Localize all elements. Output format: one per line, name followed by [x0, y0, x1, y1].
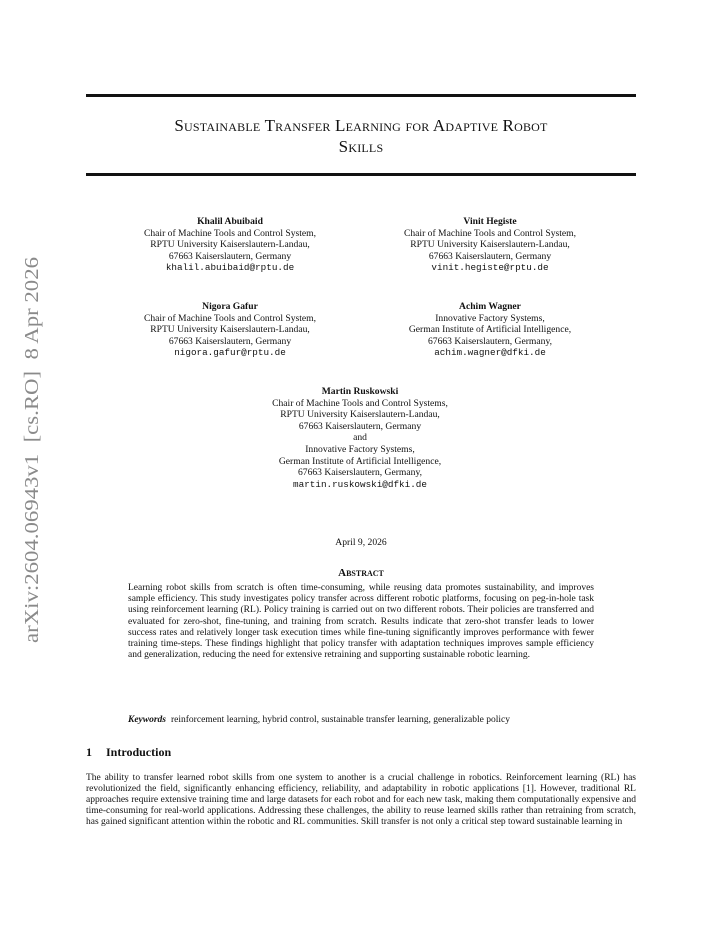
- keywords-label: Keywords: [128, 715, 166, 725]
- author-email[interactable]: khalil.abuibaid@rptu.de: [165, 262, 295, 274]
- author-affiliation: 67663 Kaiserslautern, Germany,: [297, 467, 423, 479]
- abstract-heading: Abstract: [338, 567, 384, 579]
- abstract-text: Learning robot skills from scratch is often time-consuming, while reusing data promotes sustainability, and improves sample efficiency. This study investigates policy transfer across different robotic platforms, focusing on peg-in-hole task using reinforcement learning (RL). Policy training is carried out on two different robots. Their policies are transferred and evaluated for zero-shot, fine-tuning, and training from scratch. Results indicate that zero-shot transfer leads to lower success rates and relatively longer task execution times while fine-tuning significantly improves performance with fewer training time-steps. These findings highlight that policy transfer with adaptation techniques improves sample efficiency and generalization, reducing the need for extensive retraining and supporting sustainable robotic learning.: [128, 583, 594, 661]
- introduction-paragraph: The ability to transfer learned robot skills from one system to another is a crucial challenge in robotics. Reinforcement learning (RL) has revolutionized the field, significantly enhancing efficiency, reliability, and adaptability in robotic applications [1]. However, traditional RL approaches require extensive training time and large datasets for each robot and for each new task, making them computationally expensive and time-consuming for real-world applications. Addressing these challenges, the ability to reuse learned skills rather than retraining from scratch, has gained significant attention within the robotic and RL communities. Skill transfer is not only a critical step toward sustainable learning in: [86, 773, 636, 827]
- author-email[interactable]: nigora.gafur@rptu.de: [174, 347, 286, 359]
- paper-date: April 9, 2026: [335, 537, 387, 548]
- author-name: Khalil Abuibaid: [197, 216, 263, 227]
- section-number: 1: [86, 745, 92, 759]
- section-heading: [86, 745, 636, 760]
- author-affiliation: RPTU University Kaiserslautern-Landau,: [410, 239, 570, 251]
- title-rule-bottom: [86, 173, 636, 176]
- arxiv-identifier-text: arXiv:2604.06943v1 [cs.RO] 8 Apr 2026: [21, 295, 43, 643]
- title-line-1: Sustainable Transfer Learning for Adaptive Robot: [174, 116, 548, 135]
- author-email[interactable]: achim.wagner@dfki.de: [434, 347, 546, 359]
- author-affiliation: RPTU University Kaiserslautern-Landau,: [150, 324, 310, 336]
- author-email[interactable]: martin.ruskowski@dfki.de: [293, 478, 427, 490]
- author-block: [110, 216, 350, 274]
- keywords-list: reinforcement learning, hybrid control, sustainable transfer learning, generalizable policy: [171, 715, 510, 725]
- author-email[interactable]: vinit.hegiste@rptu.de: [431, 262, 549, 274]
- author-affiliation: 67663 Kaiserslautern, Germany,: [427, 335, 553, 347]
- author-affiliation: German Institute of Artificial Intelligence,: [408, 324, 572, 336]
- author-name: Martin Ruskowski: [321, 386, 399, 397]
- author-block: [110, 301, 350, 359]
- author-affiliation: Chair of Machine Tools and Control Systems,: [272, 397, 448, 409]
- author-affiliation: 67663 Kaiserslautern, Germany: [428, 250, 552, 262]
- author-affiliation: 67663 Kaiserslautern, Germany: [298, 420, 422, 432]
- author-affiliation: German Institute of Artificial Intelligence,: [278, 455, 442, 467]
- author-block: [370, 301, 610, 359]
- author-block: [230, 386, 490, 490]
- author-affiliation: RPTU University Kaiserslautern-Landau,: [280, 409, 440, 421]
- author-affiliation: Innovative Factory Systems,: [435, 312, 545, 324]
- title-rule-top: [86, 94, 636, 97]
- author-affiliation: 67663 Kaiserslautern, Germany: [168, 335, 292, 347]
- author-affiliation: Chair of Machine Tools and Control System,: [403, 227, 577, 239]
- author-name: Vinit Hegiste: [463, 216, 517, 227]
- keywords: [128, 715, 598, 726]
- author-affiliation-conjunction: and: [353, 432, 367, 444]
- author-affiliation: Chair of Machine Tools and Control System,: [143, 227, 317, 239]
- author-affiliation: 67663 Kaiserslautern, Germany: [168, 250, 292, 262]
- title-line-2: Skills: [338, 137, 384, 156]
- author-affiliation: RPTU University Kaiserslautern-Landau,: [150, 239, 310, 251]
- section-title: Introduction: [106, 745, 172, 759]
- paper-title: [86, 115, 636, 157]
- author-block: [370, 216, 610, 274]
- author-name: Nigora Gafur: [202, 301, 258, 312]
- author-affiliation: Chair of Machine Tools and Control System,: [143, 312, 317, 324]
- author-affiliation: Innovative Factory Systems,: [305, 443, 415, 455]
- arxiv-identifier: [4, 255, 52, 645]
- author-name: Achim Wagner: [459, 301, 521, 312]
